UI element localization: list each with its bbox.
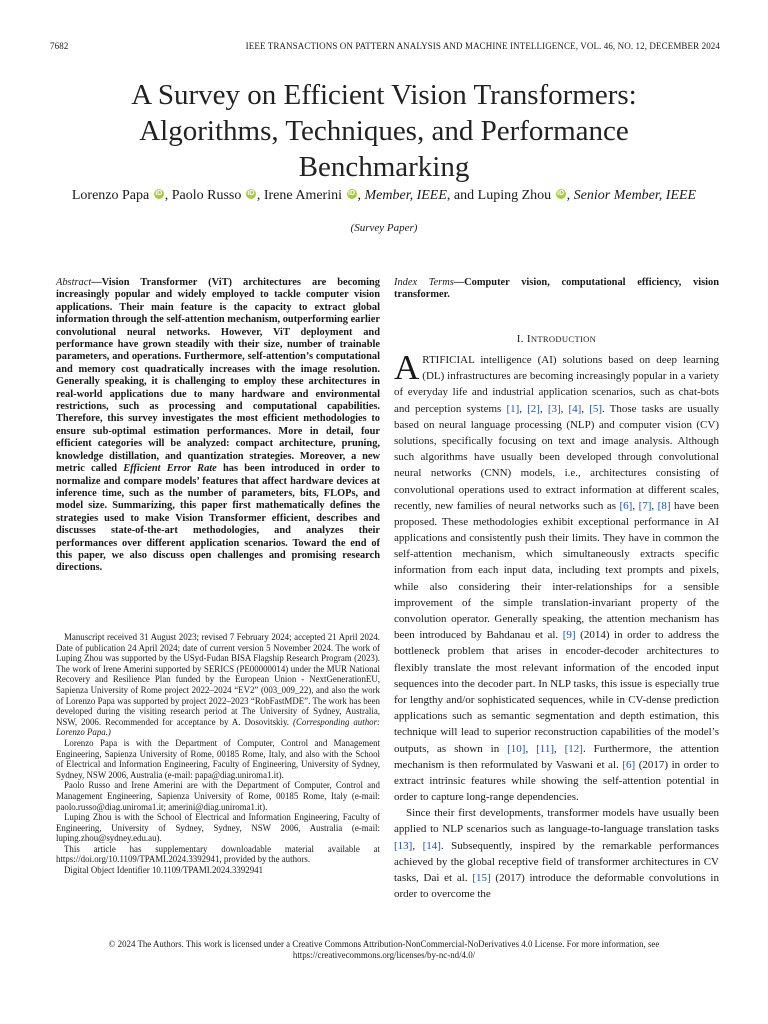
page-number: 7682: [50, 41, 69, 51]
citation-link[interactable]: [13]: [394, 839, 413, 852]
index-terms: Index Terms—Computer vision, computational efficiency, vision transformer.: [394, 277, 719, 301]
orcid-icon[interactable]: iD: [247, 190, 255, 197]
orcid-icon[interactable]: iD: [348, 190, 355, 197]
footnote-affiliation: Luping Zhou is with the School of Electrical and Information Engineering, Faculty of Engineering, University of Sydney, Sydney, NSW 2006, Australia (e-mail: luping.zhou@sydney.edu.au).: [56, 812, 380, 844]
author-role: Member, IEEE: [364, 188, 447, 203]
footnote-affiliation: Paolo Russo and Irene Amerini are with the Department of Computer, Control and Management Engineering, Sapienza University of Rome, 00185 Rome, Italy (e-mail: paolo.russo@diag.uniroma1.it; amerini@diag.uniroma1.it).: [56, 780, 380, 812]
title-line-2: Algorithms, Techniques, and Performance: [139, 115, 629, 147]
intro-text: Since their first developments, transformer models have usually been applied to NLP scenarios such as language-to-language translation tasks: [394, 807, 719, 836]
citation-link[interactable]: [1]: [506, 402, 520, 415]
intro-paragraph: ARTIFICIAL intelligence (AI) solutions based on deep learning (DL) infrastructures are becoming increasingly popular in a variety of everyday life and industrial application scenarios, such as chat-bots and perception systems [1], [2], [3], [4], [5]. Those tasks are usually based on neural language processing (NLP) and computer vision (CV) solutions, specifically focusing on text and image analysis. Although such algorithms have usually been developed through convolutional neural networks (CNN) models, i.e., architectures consisting of convolutional operations used to extract information at different scales, recently, new families of neural networks such as [6], [7], [8] have been proposed. These methodologies exhibit exceptional performance in AI applications and consistently push their limits. They have in common the self-attention mechanism, which simultaneously extracts specific information from each input data, including text prompts and pixels, while also considering their inter-relationships for a sensible improvement of the simple translation-invariant property of the convolution operator. Generally speaking, the attention mechanism has been introduced by Bahdanau et al. [9] (2014) in order to address the bottleneck problem that arises in encoder-decoder architectures to flexibly translate the most relevant information of the encoded input sequences into the decoder part. In NLP tasks, this issue is especially true for lengthy and/or sophisticated sequences, while in CV-dense prediction applications such as semantic segmentation and depth estimation, this technique will lead to superior reconstruction capabilities of the model’s outputs, as shown in [10], [11], [12]. Furthermore, the attention mechanism is then reformulated by Vaswani et al. [6] (2017) in order to extract intrinsic features while showing the self-attention potential in order to capture long-range dependencies.: [394, 348, 720, 804]
author-name: Paolo Russo: [171, 188, 242, 203]
author-name: Lorenzo Papa: [71, 188, 150, 203]
intro-text: (2017) introduce the deformable convolutions in order to overcome the: [394, 872, 719, 901]
footnote-manuscript: [56, 632, 380, 738]
citation-link[interactable]: [3]: [547, 402, 561, 415]
drop-cap: A: [394, 348, 420, 387]
title-line-3: Benchmarking: [298, 151, 470, 183]
footnote-affiliation: Lorenzo Papa is with the Department of Computer, Control and Management Engineering, Sapienza University of Rome, 00185 Rome, Italy, and also with the School of Electrical and Information Engineering, Faculty of Engineering, University of Sydney, Sydney, NSW 2006, Australia (e-mail: papa@diag.uniroma1.it).: [56, 737, 380, 780]
abstract-text: has been introduced in order to normalize and compare models’ features that affect hardware devices at inference time, such as the number of parameters, bits, FLOPs, and model size. Summarizing, this paper first mathematically defines the strategies used to make Vision Transformer efficient, describes and discusses state-of-the-art methodologies, and analyzes their performances over different application scenarios. Toward the end of this paper, we also discuss open challenges and promising research directions.: [56, 463, 380, 574]
paper-type: (Survey Paper): [350, 222, 418, 234]
author-name: Irene Amerini: [263, 188, 342, 203]
footnotes: [56, 632, 380, 876]
footnote-doi: Digital Object Identifier 10.1109/TPAMI.2024.3392941: [64, 865, 264, 876]
section-title-rest: NTRODUCTION: [530, 334, 597, 344]
footnote-text: Manuscript received 31 August 2023; revised 7 February 2024; accepted 21 April 2024. Date of publication 24 April 2024; date of current version 5 November 2024. The work of Luping Zhou was supported by the USyd-Fudan BISA Flagship Research Program (2023). The work of Irene Amerini supported by SERICS (PE00000014) under the MUR National Recovery and Resilience Plan funded by the European Union - NextGenerationEU, Sapienza University of Rome project 2022–2024 “EV2” (003_009_22), and also the work of Lorenzo Papa was supported by project 2022–2023 “RobFastMDE”. The work has been developed during the visiting research period at The University of Sydney, Australia, NSW, 2006. Recommended for acceptance by A. Dosovitskiy.: [56, 632, 380, 727]
license-text: © 2024 The Authors. This work is licensed under a Creative Commons Attribution-NonCommercial-NoDerivatives 4.0 License. For more information, see: [108, 939, 660, 949]
intro-paragraph: Since their first developments, transformer models have usually been applied to NLP scenarios such as language-to-language translation tasks [13], [14]. Subsequently, inspired by the remarkable performances achieved by the global receptive field of transformer architectures in CV tasks, Dai et al. [15] (2017) introduce the deformable convolutions in order to overcome the: [394, 807, 720, 901]
footnote-supplementary: This article has supplementary downloadable material available at https://doi.org/10.1109/TPAMI.2024.3392941, provided by the authors.: [56, 843, 380, 865]
intro-text: . Furthermore, the attention mechanism is then reformulated by Vaswani et al.: [394, 742, 720, 771]
citation-link[interactable]: [11]: [536, 742, 554, 755]
introduction-body: [394, 348, 720, 902]
intro-text: (2017) in order to extract intrinsic features while showing the self-attention potential in order to capture long-range dependencies.: [394, 758, 720, 804]
intro-text: (2014) in order to address the bottleneck problem that arises in encoder-decoder architectures to flexibly translate the most relevant information of the encoded input sequences into the decoder part. In NLP tasks, this issue is especially true for lengthy and/or sophisticated sequences, while in CV-dense prediction applications such as semantic segmentation and depth estimation, this technique will lead to superior reconstruction capabilities of the model’s outputs, as shown in: [394, 629, 720, 755]
intro-text: . Subsequently, inspired by the remarkable performances achieved by the global receptive field of transformer architectures in CV tasks, Dai et al.: [394, 839, 720, 884]
abstract-text: Vision Transformer (ViT) architectures are becoming increasingly popular and widely employed to tackle computer vision applications. Their main feature is the capacity to extract global information through the self-attention mechanism, outperforming earlier convolutional neural networks. However, ViT deployment and performance have grown steadily with their size, number of trainable parameters, and operations. Furthermore, self-attention’s computational and memory cost quadratically increases with the image resolution. Generally speaking, it is challenging to employ these architectures in real-world applications due to many hardware and environmental restrictions, such as processing and computational capabilities. Therefore, this survey investigates the most efficient methodologies to ensure sub-optimal estimation performances. More in detail, four efficient categories will be analyzed: compact architecture, pruning, knowledge distillation, and quantization strategies. Moreover, a new metric called: [56, 277, 380, 475]
index-terms-label: Index Terms: [394, 277, 454, 288]
abstract: Abstract—Vision Transformer (ViT) architectures are becoming increasingly popular and widely employed to tackle computer vision applications. Their main feature is the capacity to extract global information through the self-attention mechanism, outperforming earlier convolutional neural networks. However, ViT deployment and performance have grown steadily with their size, number of trainable parameters, and operations. Furthermore, self-attention’s computational and memory cost quadratically increases with the image resolution. Generally speaking, it is challenging to employ these architectures in real-world applications due to many hardware and environmental restrictions, such as processing and computational capabilities. Therefore, this survey investigates the most efficient methodologies to ensure sub-optimal estimation performances. More in detail, four efficient categories will be analyzed: compact architecture, pruning, knowledge distillation, and quantization strategies. Moreover, a new metric called Efficient Error Rate has been introduced in order to normalize and compare models’ features that affect hardware devices at inference time, such as the number of parameters, bits, FLOPs, and model size. Summarizing, this paper first mathematically defines the strategies used to make Vision Transformer efficient, describes and discusses state-of-the-art methodologies, and analyzes their performances over different application scenarios. Toward the end of this paper, we also discuss open challenges and promising research directions.: [56, 277, 380, 574]
citation-link[interactable]: [12]: [564, 742, 583, 755]
abstract-metric: Efficient Error Rate: [123, 463, 217, 475]
section-number: I.: [516, 333, 524, 345]
citation-link[interactable]: [8]: [657, 499, 671, 512]
citation-link[interactable]: [14]: [422, 839, 441, 852]
citation-link[interactable]: [15]: [472, 872, 491, 884]
title-line-1: A Survey on Efficient Vision Transformers:: [131, 79, 637, 111]
section-heading: [394, 333, 719, 345]
citation-link[interactable]: [6]: [619, 499, 633, 512]
intro-text: . Those tasks are usually based on neural language processing (NLP) and computer vision (CV) solutions, specifically focusing on text and image analysis. Although such algorithms have usually been developed through convolutional neural networks (CNN) models, i.e., architectures consisting of convolutional operations used to extract information at different scales, recently, new families of neural networks such as: [394, 402, 720, 512]
intro-text: have been proposed. These methodologies exhibit exceptional performance in AI applications and consistently push their limits. They have in common the self-attention mechanism, which simultaneously extracts specific information from each input data, including text prompts and pixels, while also considering their inter-relationships for a sensible improvement of the simple translation-invariant property of the convolution operator. Generally speaking, the attention mechanism has been introduced by Bahdanau et al.: [394, 499, 720, 642]
corresponding-author: (Corresponding author: Lorenzo Papa.): [56, 716, 380, 738]
abstract-label: Abstract: [56, 277, 92, 288]
citation-link[interactable]: [5]: [589, 402, 603, 415]
citation-link[interactable]: [2]: [527, 402, 540, 415]
author-role: Senior Member, IEEE: [573, 188, 697, 203]
intro-text: RTIFICIAL intelligence (AI) solutions based on deep learning (DL) infrastructures are becoming increasingly popular in a variety of everyday life and industrial application scenarios, such as chat-bots and perception systems: [394, 354, 719, 415]
citation-link[interactable]: [10]: [507, 742, 526, 755]
citation-link[interactable]: [4]: [568, 402, 582, 415]
author-conjunction: , and: [446, 188, 478, 203]
index-terms-text: Computer vision, computational efficiency, vision transformer.: [394, 277, 719, 301]
author-list: Lorenzo Papa iD , Paolo Russo iD , Irene Amerini iD , Member, IEEE, and Luping Zhou iD , Senior Member, IEEE: [71, 188, 697, 203]
paper-title: [0, 77, 768, 185]
citation-link[interactable]: [9]: [562, 629, 576, 642]
citation-link[interactable]: [6]: [622, 758, 636, 771]
section-title-first: I: [526, 333, 531, 345]
license-link[interactable]: https://creativecommons.org/licenses/by-nc-nd/4.0/: [292, 950, 476, 960]
citation-link[interactable]: [7]: [638, 499, 652, 512]
license-footer: [0, 939, 768, 961]
orcid-icon[interactable]: iD: [557, 190, 565, 197]
running-header: IEEE TRANSACTIONS ON PATTERN ANALYSIS AND MACHINE INTELLIGENCE, VOL. 46, NO. 12, DECEMBER 2024: [245, 41, 720, 51]
author-name: Luping Zhou: [477, 188, 552, 203]
orcid-icon[interactable]: iD: [155, 190, 163, 197]
